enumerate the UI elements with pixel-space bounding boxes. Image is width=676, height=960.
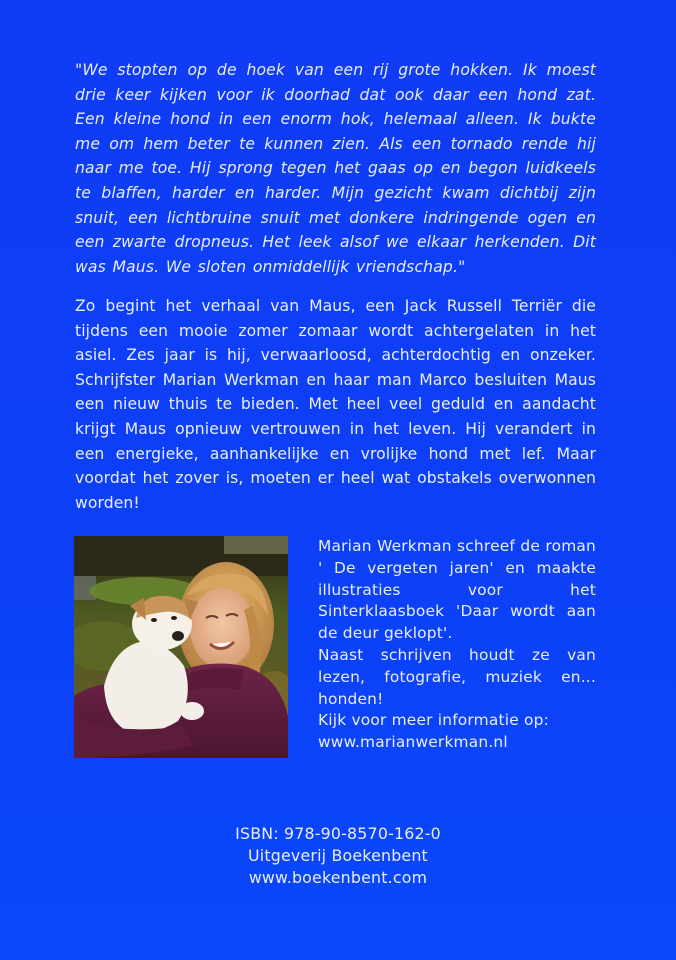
- isbn: ISBN: 978-90-8570-162-0: [235, 824, 441, 843]
- author-website-link[interactable]: www.marianwerkman.nl: [318, 733, 508, 752]
- bio-paragraph-hobbies: Naast schrijven houdt ze van lezen, fotografie, muziek en... honden!: [318, 645, 596, 708]
- story-summary: Zo begint het verhaal van Maus, een Jack Russell Terriër die tijdens een mooie zomer zomaar wordt achtergelaten in het asiel. Zes jaar is hij, verwaarloosd, achterdochtig en onzeker. Schrijfster Marian Werkman en haar man Marco besluiten Maus een nieuw thuis te bieden. Met heel veel geduld en aandacht krijgt Maus opnieuw vertrouwen in het leven. Hij verandert in een energieke, aanhankelijke en vrolijke hond met lef. Maar voordat het zover is, moeten er heel wat obstakels overwonnen worden!: [75, 297, 596, 512]
- author-with-dog-image: [74, 536, 288, 758]
- bio-more-info: Kijk voor meer informatie op:: [318, 711, 549, 730]
- publisher-name: Uitgeverij Boekenbent: [248, 846, 428, 865]
- publisher-website-link[interactable]: www.boekenbent.com: [248, 868, 428, 887]
- opening-quote: "We stopten op de hoek van een rij grote hokken. Ik moest drie keer kijken voor ik doorhad dat ook daar een hond zat. Een kleine hond in een enorm hok, helemaal alleen. Ik bukte me om hem beter te kunnen zien. Als een tornado rende hij naar me toe. Hij sprong tegen het gaas op en begon luidkeels te blaffen, harder en harder. Mijn gezicht kwam dichtbij zijn snuit, een lichtbruine snuit met donkere indringende ogen en een zwarte dropneus. Het leek alsof we elkaar herkenden. Dit was Maus. We sloten onmiddellijk vriendschap.": [75, 61, 596, 276]
- author-photo: [74, 536, 288, 758]
- bio-paragraph-books: Marian Werkman schreef de roman ' De vergeten jaren' en maakte illustraties voor het Sinterklaasboek 'Daar wordt aan de deur geklopt'.: [318, 537, 596, 643]
- author-bio: [318, 536, 596, 754]
- publication-info: [0, 823, 676, 889]
